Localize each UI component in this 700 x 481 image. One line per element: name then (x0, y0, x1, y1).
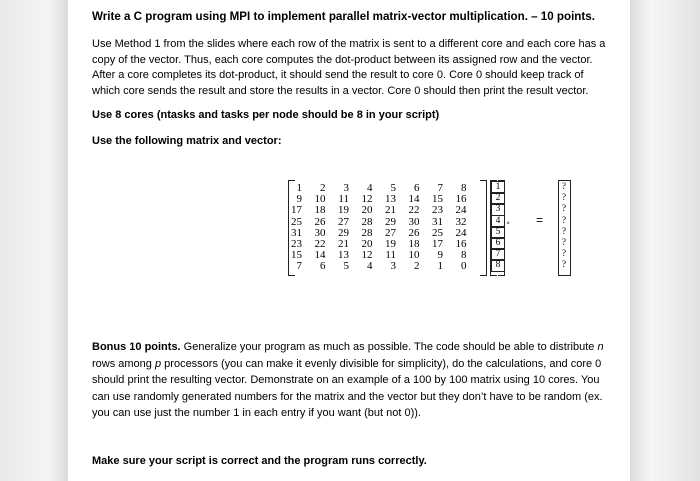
right-frame (630, 0, 700, 481)
matrix-cell: 24 (455, 204, 467, 217)
matrix-cell: 1 (437, 260, 443, 273)
matrix-cell: 10 (314, 193, 326, 206)
matrix-cell: 13 (338, 249, 349, 262)
matrix-cell: 6 (320, 260, 326, 273)
matrix-cell: 9 (437, 249, 443, 262)
matrix-cell: 13 (385, 193, 396, 206)
matrix-cell: 32 (455, 215, 467, 228)
result-cell: ? (562, 248, 566, 259)
matrix-cell: 24 (455, 226, 467, 239)
matrix-cell: 29 (385, 215, 396, 228)
matrix-cell: 8 (461, 249, 467, 262)
matrix-cell: 2 (320, 182, 326, 194)
matrix-cell: 8 (461, 182, 467, 194)
vector-cell: 3 (491, 203, 505, 216)
bonus-p: p (154, 357, 162, 370)
matrix-cell: 28 (361, 215, 373, 228)
vector-cell: 2 (491, 192, 505, 205)
bonus-paragraph (92, 339, 612, 422)
matrix-cell: 4 (367, 260, 373, 273)
matrix-cell: 18 (314, 204, 326, 217)
result-cell: ? (562, 192, 566, 203)
result-cell: ? (562, 214, 566, 225)
matrix-cell: 5 (390, 182, 396, 194)
matrix-cell: 7 (296, 260, 302, 273)
matrix-cell: 9 (296, 193, 302, 206)
matrix-cell: 16 (455, 238, 467, 250)
matrix-cell: 27 (338, 215, 349, 228)
matrix-cell: 26 (314, 215, 326, 228)
matrix-cell: 2 (414, 260, 420, 273)
matrix-cell: 4 (367, 182, 373, 194)
result-cell: ? (562, 237, 566, 247)
matrix-cell: 7 (437, 182, 443, 194)
matrix-heading: Use the following matrix and vector: (92, 134, 282, 147)
matrix-cell: 14 (314, 249, 326, 262)
bonus-text-2: rows among (92, 357, 155, 370)
result-cell: ? (562, 181, 566, 191)
matrix-cell: 16 (455, 193, 467, 206)
matrix-cell: 21 (385, 204, 396, 217)
matrix-cell: 11 (338, 193, 349, 206)
assignment-title: Write a C program using MPI to implement parallel matrix-vector multiplication. – 10 points. (92, 10, 595, 23)
vector-cell: 6 (491, 237, 505, 250)
matrix-cell: 25 (291, 215, 302, 228)
matrix-cell: 23 (432, 204, 443, 217)
bonus-n: n (597, 341, 604, 353)
bonus-text-3: processors (you can make it evenly divisible for simplicity), do the calculations, and core 0 should print the resulting vector. Demonstrate on an example of a 100 by 100 matrix using 10 cores. You can use randomly generated numbers for the matrix and the vector but they don’t have to be random (ex. you can use just the number 1 in each entry if you want (but not 0)). (92, 357, 603, 419)
final-note: Make sure your script is correct and the program runs correctly. (92, 455, 427, 467)
matrix-cell: 1 (296, 182, 302, 194)
matrix-cell: 20 (361, 238, 373, 250)
matrix-cell: 17 (291, 204, 302, 217)
matrix-vector-equation (288, 180, 588, 274)
vector-cell: 7 (491, 248, 505, 261)
matrix-cell: 23 (291, 238, 302, 250)
document-page (80, 0, 620, 481)
matrix-cell: 30 (408, 215, 420, 228)
matrix-cell: 17 (432, 238, 443, 250)
equals-operator: = (536, 213, 544, 227)
matrix-cell: 22 (314, 238, 326, 250)
vector-cell: 4 (491, 215, 505, 228)
cores-note: Use 8 cores (ntasks and tasks per node should be 8 in your script) (92, 108, 440, 121)
matrix-cell: 27 (385, 226, 396, 239)
matrix-cell: 19 (385, 238, 396, 250)
matrix-cell: 21 (338, 238, 349, 250)
matrix-cell: 14 (408, 193, 420, 206)
result-cell: ? (562, 225, 566, 236)
matrix-cell: 18 (408, 238, 420, 250)
vector-cell: 8 (491, 259, 505, 272)
left-frame (0, 0, 68, 481)
vector-cell: 1 (491, 181, 505, 194)
matrix-cell: 12 (361, 249, 373, 262)
matrix-cell: 15 (432, 193, 443, 206)
matrix-cell: 31 (291, 226, 302, 239)
matrix-cell: 5 (343, 260, 349, 273)
matrix-cell: 31 (432, 215, 443, 228)
matrix-cell: 28 (361, 226, 373, 239)
matrix-cell: 3 (343, 182, 349, 194)
bonus-text-1: Generalize your program as much as possible. The code should be able to distribute (180, 341, 598, 353)
matrix-cell: 22 (408, 204, 420, 217)
matrix-cell: 26 (408, 226, 420, 239)
bonus-label: Bonus 10 points. (92, 341, 181, 353)
document-body (92, 9, 612, 150)
result-cell: ? (562, 203, 566, 214)
matrix-cell: 3 (390, 260, 396, 273)
matrix-cell: 20 (361, 204, 373, 217)
matrix-cell: 29 (338, 226, 349, 239)
result-cell: ? (562, 259, 566, 270)
matrix-cell: 10 (408, 249, 420, 262)
matrix-cell: 19 (338, 204, 349, 217)
vector-cell: 5 (491, 226, 505, 239)
dot-operator: ∘ (506, 220, 511, 227)
matrix-cell: 25 (432, 226, 443, 239)
matrix-right-bracket (480, 180, 487, 276)
method-paragraph: Use Method 1 from the slides where each row of the matrix is sent to a different core and each core has a copy of the vector. Thus, each core computes the dot-product between its assigned row and the vector. After a core completes its dot-product, it should send the result to core 0. Core 0 should keep track of which core sends the result and store the results in a vector. Core 0 should then print the result vector. (92, 37, 606, 98)
matrix-cell: 0 (461, 260, 467, 273)
matrix-cell: 12 (361, 193, 373, 206)
matrix-cell: 15 (291, 249, 302, 262)
matrix-cell: 11 (385, 249, 396, 262)
matrix-cell: 6 (414, 182, 420, 194)
matrix-cell: 30 (314, 226, 326, 239)
